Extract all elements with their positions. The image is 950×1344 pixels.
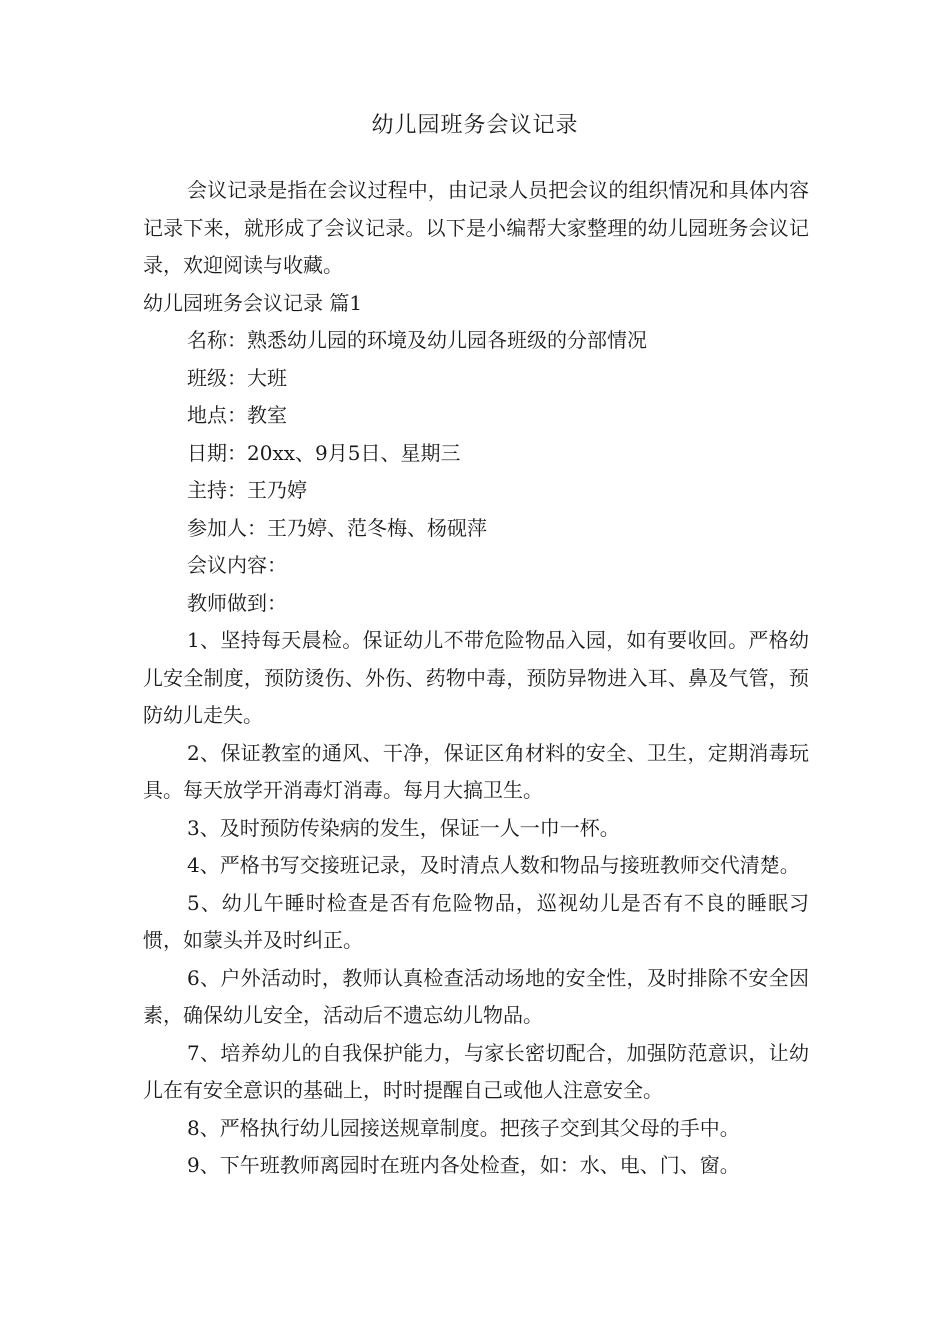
field-name: 名称：熟悉幼儿园的环境及幼儿园各班级的分部情况 — [187, 328, 647, 352]
list-item: 2、保证教室的通风、干净，保证区角材料的安全、卫生，定期消毒玩具。每天放学开消毒灯消毒。每月大搞卫生。 — [143, 740, 809, 802]
field-attendees: 参加人：王乃婷、范冬梅、杨砚萍 — [187, 515, 487, 540]
list-item: 7、培养幼儿的自我保护能力，与家长密切配合，加强防范意识，让幼儿在有安全意识的基础上，时时提醒自己或他人注意安全。 — [143, 1040, 809, 1102]
content-label: 会议内容： — [187, 553, 287, 577]
list-item: 4、严格书写交接班记录，及时清点人数和物品与接班教师交代清楚。 — [187, 853, 800, 877]
section-heading: 幼儿园班务会议记录 篇1 — [143, 290, 363, 315]
list-item: 1、坚持每天晨检。保证幼儿不带危险物品入园，如有要收回。严格幼儿安全制度，预防烫伤、外伤、药物中毒，预防异物进入耳、鼻及气管，预防幼儿走失。 — [143, 628, 809, 727]
intro-paragraph: 会议记录是指在会议过程中，由记录人员把会议的组织情况和具体内容记录下来，就形成了会议记录。以下是小编帮大家整理的幼儿园班务会议记录，欢迎阅读与收藏。 — [143, 178, 809, 277]
field-host: 主持：王乃婷 — [187, 478, 307, 502]
field-class: 班级：大班 — [187, 365, 287, 390]
list-item: 8、严格执行幼儿园接送规章制度。把孩子交到其父母的手中。 — [187, 1115, 740, 1140]
field-location: 地点：教室 — [187, 403, 287, 427]
document-title: 幼儿园班务会议记录 — [371, 113, 579, 138]
list-item: 3、及时预防传染病的发生，保证一人一巾一杯。 — [187, 815, 620, 840]
list-item: 5、幼儿午睡时检查是否有危险物品，巡视幼儿是否有不良的睡眠习惯，如蒙头并及时纠正。 — [143, 890, 809, 952]
list-item: 6、户外活动时，教师认真检查活动场地的安全性，及时排除不安全因素，确保幼儿安全，活动后不遗忘幼儿物品。 — [143, 965, 809, 1027]
teacher-label: 教师做到： — [187, 590, 287, 615]
field-date: 日期：20xx、9月5日、星期三 — [187, 440, 461, 465]
list-item: 9、下午班教师离园时在班内各处检查，如：水、电、门、窗。 — [187, 1153, 740, 1177]
document-body — [143, 172, 809, 1185]
